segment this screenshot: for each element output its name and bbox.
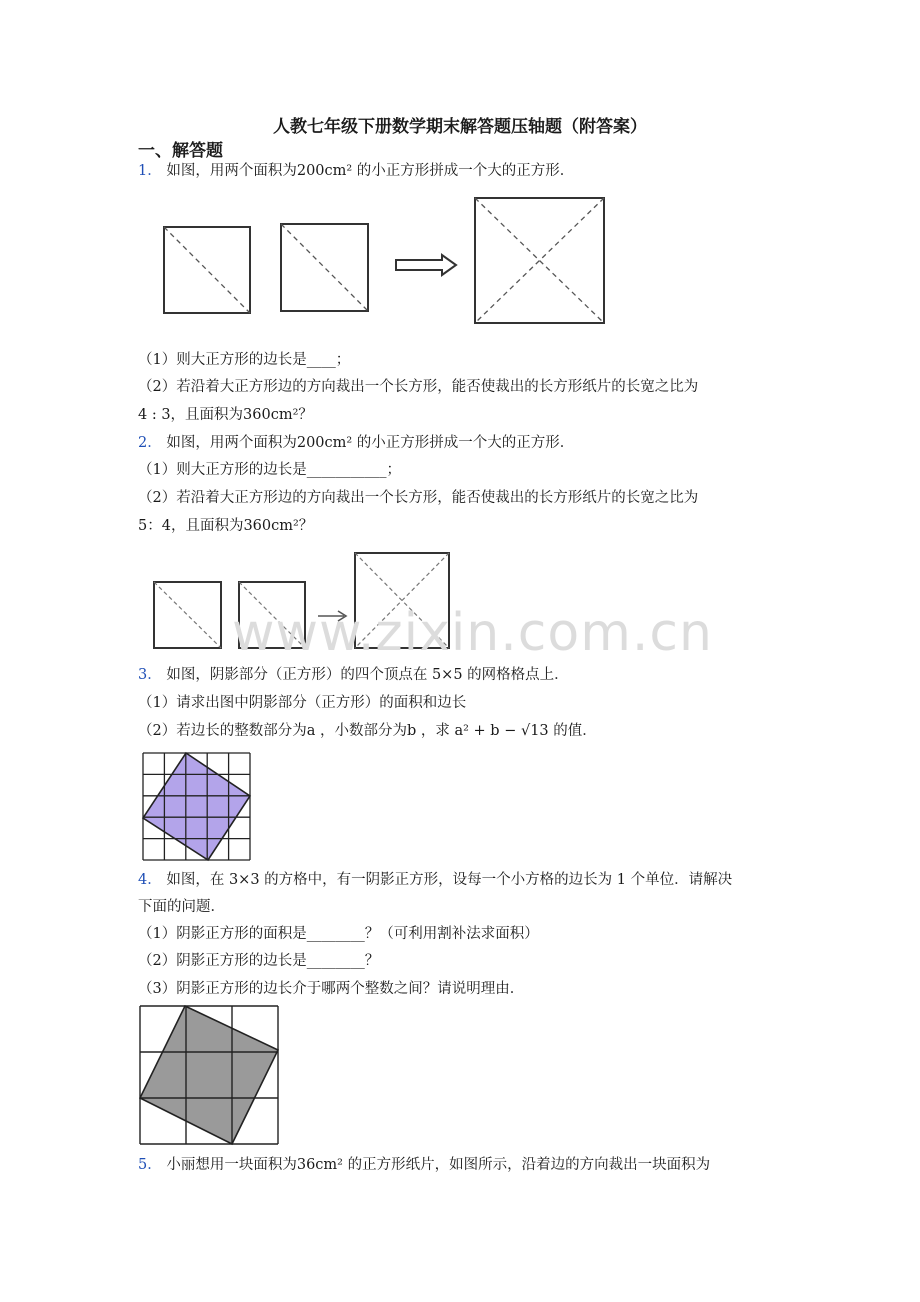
q4-stem-a	[138, 870, 732, 890]
section-heading: 一、解答题	[138, 141, 223, 161]
q5-stem	[138, 1155, 710, 1175]
q2-part2b: 5：4，且面积为360cm²？	[138, 518, 314, 534]
q3-part1: （1）请求出图中阴影部分（正方形）的面积和边长	[138, 695, 467, 711]
q2-stem-text: 如图，用两个面积为200cm² 的小正方形拼成一个大的正方形．	[166, 435, 575, 451]
q1-part1: （1）则大正方形的边长是____；	[138, 352, 351, 368]
q2-part2a: （2）若沿着大正方形边的方向裁出一个长方形，能否使裁出的长方形纸片的长宽之比为	[138, 490, 699, 506]
q2-part1: （1）则大正方形的边长是___________；	[138, 462, 401, 478]
q2-stem	[138, 433, 574, 453]
q4-grid-figure	[139, 1005, 280, 1145]
q4-part3: （3）阴影正方形的边长介于哪两个整数之间？请说明理由．	[138, 981, 525, 997]
q5-stem-text: 小丽想用一块面积为36cm² 的正方形纸片，如图所示，沿着边的方向裁出一块面积为	[166, 1157, 711, 1173]
q1-part2b: 4 : 3，且面积为360cm²？	[138, 407, 313, 423]
q4-part2: （2）阴影正方形的边长是________？	[138, 953, 380, 969]
q5-number: 5．	[138, 1157, 162, 1173]
page-title: 人教七年级下册数学期末解答题压轴题（附答案）	[273, 117, 647, 137]
q1-stem-text: 如图，用两个面积为200cm² 的小正方形拼成一个大的正方形．	[166, 163, 575, 179]
q3-stem	[138, 665, 569, 685]
q1-number: 1．	[138, 163, 162, 179]
q1-figure	[160, 193, 620, 328]
q4-stem-b: 下面的问题．	[138, 899, 225, 915]
q3-part2: （2）若边长的整数部分为a ，小数部分为b ，求 a² + b − √13 的值．	[138, 723, 597, 739]
q2-number: 2．	[138, 435, 162, 451]
q1-stem	[138, 161, 574, 181]
q1-part2a: （2）若沿着大正方形边的方向裁出一个长方形，能否使裁出的长方形纸片的长宽之比为	[138, 379, 699, 395]
q3-stem-text: 如图，阴影部分（正方形）的四个顶点在 5×5 的网格格点上．	[166, 667, 569, 683]
q3-grid-figure	[142, 752, 252, 862]
q3-number: 3．	[138, 667, 162, 683]
q4-stem-text: 如图，在 3×3 的方格中，有一阴影正方形，设每一个小方格的边长为 1 个单位．请解决	[166, 872, 733, 888]
q4-part1: （1）阴影正方形的面积是________？（可利用割补法求面积）	[138, 926, 539, 942]
q4-number: 4．	[138, 872, 162, 888]
watermark: www.zixin.com.cn	[232, 603, 713, 663]
